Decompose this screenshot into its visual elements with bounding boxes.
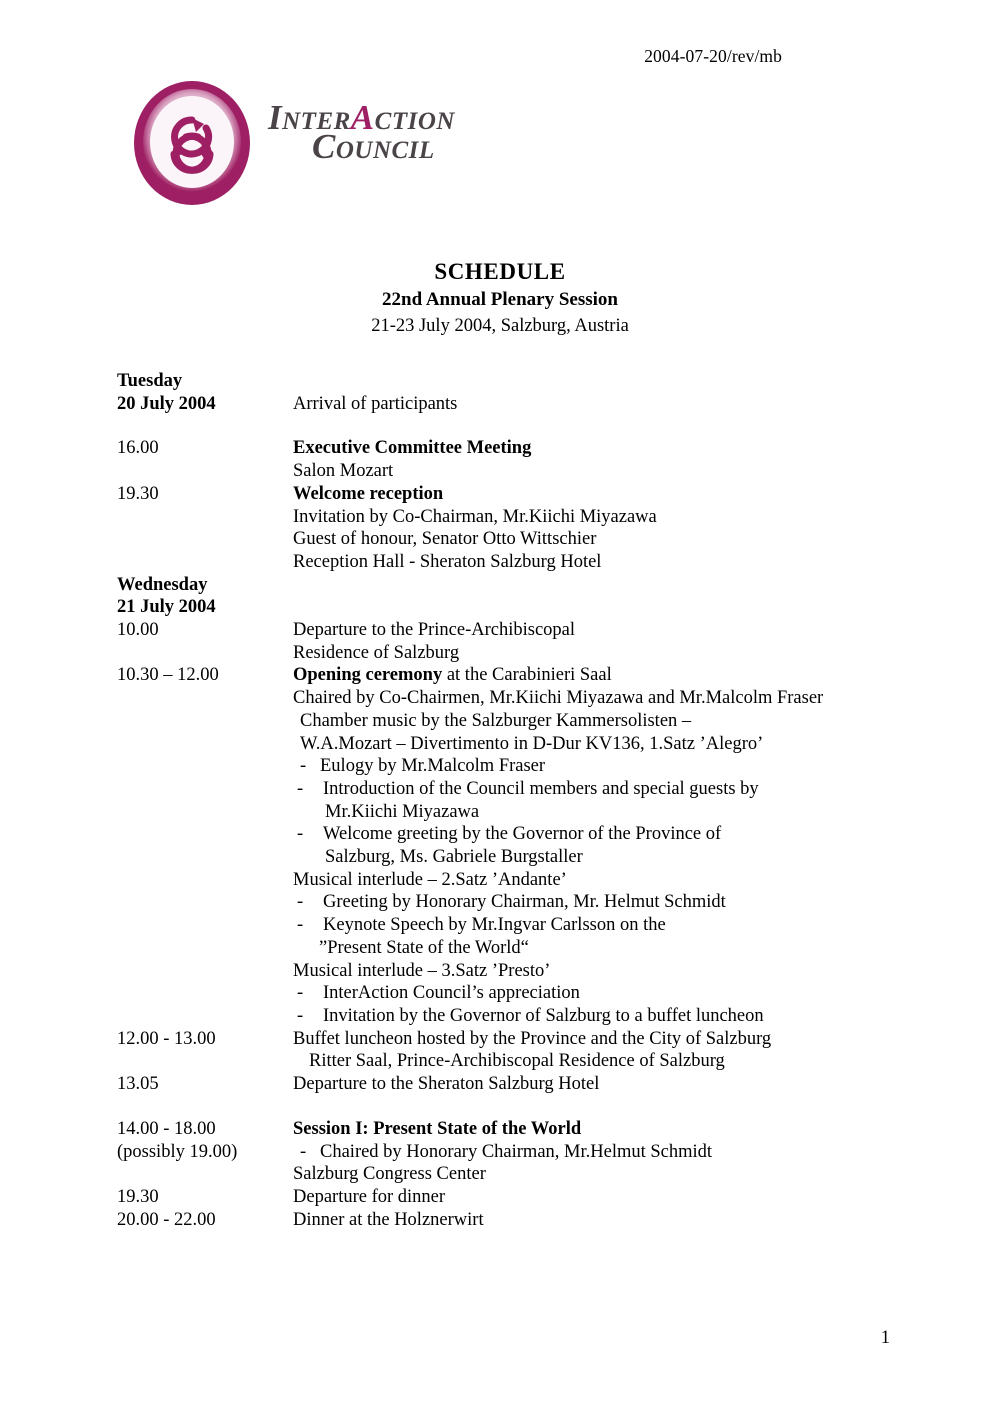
logo-wordmark-accent-letter: A <box>350 98 375 137</box>
session-1-heading-bold: Session I <box>293 1118 363 1139</box>
schedule-row-wednesday-1000 <box>117 619 907 664</box>
schedule-row-opening-ceremony <box>117 664 907 1027</box>
list-item-greeting-schmidt-text: Greeting by Honorary Chairman, Mr. Helmut Schmidt <box>323 892 726 913</box>
list-item-eulogy <box>293 755 907 778</box>
interaction-council-logo <box>130 78 550 208</box>
schedule-row-day-wednesday <box>117 574 907 597</box>
schedule-row-tuesday-arrival <box>117 393 907 416</box>
list-item-council-appreciation-text: InterAction Council’s appreciation <box>323 983 580 1004</box>
bullet-dash-icon: - <box>297 1005 304 1026</box>
schedule-row-day-tuesday <box>117 370 907 393</box>
session-1-venue: Salzburg Congress Center <box>293 1164 486 1185</box>
day-date-tuesday: 20 July 2004 <box>117 393 216 414</box>
list-item-governor-invitation <box>293 1005 907 1028</box>
bullet-dash-icon: - <box>300 1141 307 1162</box>
list-item-eulogy-text: Eulogy by Mr.Malcolm Fraser <box>320 756 546 777</box>
bullet-dash-icon: - <box>297 824 304 845</box>
page-subtitle-session: 22nd Annual Plenary Session <box>382 289 618 311</box>
session-1-heading-rest: : Present State of the World <box>362 1118 582 1139</box>
buffet-luncheon-text: Buffet luncheon hosted by the Province and the City of Salzburg <box>293 1028 772 1049</box>
list-item-introduction-cont: Mr.Kiichi Miyazawa <box>325 801 480 822</box>
dinner-holznerwirt-text: Dinner at the Holznerwirt <box>293 1209 484 1230</box>
time-buffet-luncheon: 12.00 - 13.00 <box>117 1028 216 1049</box>
opening-ceremony-heading <box>293 664 907 687</box>
page-subtitle-dates: 21-23 July 2004, Salzburg, Austria <box>371 315 629 336</box>
entry-title-welcome-reception: Welcome reception <box>293 483 444 504</box>
day-name-wednesday: Wednesday <box>117 574 208 595</box>
time-1930-wednesday: 19.30 <box>117 1186 159 1207</box>
bullet-dash-icon: - <box>297 778 304 799</box>
schedule-body <box>117 370 907 1231</box>
schedule-row-session-1-possibly <box>117 1141 907 1186</box>
list-item-session-1-chaired-text: Chaired by Honorary Chairman, Mr.Helmut Schmidt <box>320 1141 713 1162</box>
schedule-row-session-1 <box>117 1118 907 1141</box>
tuesday-arrival-text: Arrival of participants <box>293 393 458 414</box>
list-item-greeting-schmidt <box>293 891 907 914</box>
logo-wordmark-line2: Council <box>312 127 435 166</box>
day-name-tuesday: Tuesday <box>117 371 183 391</box>
entry-guest-of-honour-line: Guest of honour, Senator Otto Wittschier <box>293 529 597 550</box>
spacer <box>117 415 907 437</box>
logo-wordmark-inter: InterAction <box>268 98 455 137</box>
time-opening-ceremony: 10.30 – 12.00 <box>117 665 219 686</box>
entry-invitation-line: Invitation by Co-Chairman, Mr.Kiichi Miyazawa <box>293 506 657 527</box>
schedule-row-tuesday-1930 <box>117 483 907 574</box>
bullet-dash-icon: - <box>297 892 304 913</box>
musical-interlude-3: Musical interlude – 3.Satz ’Presto’ <box>293 960 551 981</box>
bullet-dash-icon: - <box>297 915 304 936</box>
document-reference: 2004-07-20/rev/mb <box>644 46 782 66</box>
bullet-dash-icon: - <box>297 983 304 1004</box>
opening-chaired-by: Chaired by Co-Chairmen, Mr.Kiichi Miyazawa and Mr.Malcolm Fraser <box>293 688 824 709</box>
schedule-row-1930-dinner-departure <box>117 1186 907 1209</box>
list-item-welcome-greeting-cont: Salzburg, Ms. Gabriele Burgstaller <box>325 847 583 868</box>
buffet-luncheon-venue: Ritter Saal, Prince-Archibiscopal Residence of Salzburg <box>309 1051 725 1072</box>
list-item-governor-invitation-text: Invitation by the Governor of Salzburg to a buffet luncheon <box>323 1005 764 1026</box>
schedule-row-dinner <box>117 1209 907 1232</box>
departure-sheraton-text: Departure to the Sheraton Salzburg Hotel <box>293 1074 600 1095</box>
time-session-1: 14.00 - 18.00 <box>117 1118 216 1139</box>
list-item-council-appreciation <box>293 982 907 1005</box>
time-1305: 13.05 <box>117 1074 159 1095</box>
schedule-row-buffet-luncheon <box>117 1028 907 1073</box>
schedule-row-wednesday-date <box>117 596 907 619</box>
spacer <box>117 1096 907 1118</box>
schedule-row-1305 <box>117 1073 907 1096</box>
entry-residence-of-salzburg: Residence of Salzburg <box>293 642 460 663</box>
logo-wordmark <box>262 100 552 190</box>
page-title-block <box>0 258 1000 338</box>
day-date-wednesday: 21 July 2004 <box>117 597 216 618</box>
entry-venue-salon-mozart: Salon Mozart <box>293 461 394 482</box>
entry-reception-hall-line: Reception Hall - Sheraton Salzburg Hotel <box>293 551 602 572</box>
opening-ceremony-heading-rest: at the Carabinieri Saal <box>442 665 612 686</box>
entry-title-executive-committee: Executive Committee Meeting <box>293 438 532 459</box>
entry-departure-prince-archibiscopal: Departure to the Prince-Archibiscopal <box>293 620 576 641</box>
musical-interlude-2: Musical interlude – 2.Satz ’Andante’ <box>293 869 567 890</box>
list-item-keynote-speech <box>293 914 907 937</box>
list-item-keynote-speech-cont: ”Present State of the World“ <box>319 937 529 958</box>
time-dinner: 20.00 - 22.00 <box>117 1209 216 1230</box>
bullet-dash-icon: - <box>300 756 307 777</box>
session-1-heading <box>293 1118 907 1141</box>
time-1930-tuesday: 19.30 <box>117 483 159 504</box>
list-item-introduction-text: Introduction of the Council members and special guests by <box>323 778 759 799</box>
opening-mozart-piece: W.A.Mozart – Divertimento in D-Dur KV136, 1.Satz ’Alegro’ <box>300 733 764 754</box>
list-item-keynote-speech-text: Keynote Speech by Mr.Ingvar Carlsson on the <box>323 915 666 936</box>
time-1600: 16.00 <box>117 438 159 459</box>
opening-chamber-music: Chamber music by the Salzburger Kammersolisten – <box>300 710 692 731</box>
time-session-1-possibly: (possibly 19.00) <box>117 1141 238 1162</box>
departure-for-dinner-text: Departure for dinner <box>293 1186 446 1207</box>
list-item-welcome-greeting-text: Welcome greeting by the Governor of the Province of <box>323 824 722 845</box>
list-item-welcome-greeting <box>293 823 907 846</box>
triskelion-circle-icon <box>130 78 254 208</box>
schedule-row-tuesday-1600 <box>117 437 907 482</box>
time-1000: 10.00 <box>117 620 159 641</box>
page-number: 1 <box>880 1328 890 1348</box>
page-title: SCHEDULE <box>434 259 566 284</box>
list-item-session-1-chaired <box>293 1141 907 1164</box>
list-item-introduction <box>293 778 907 801</box>
opening-ceremony-heading-bold: Opening ceremony <box>293 665 443 686</box>
